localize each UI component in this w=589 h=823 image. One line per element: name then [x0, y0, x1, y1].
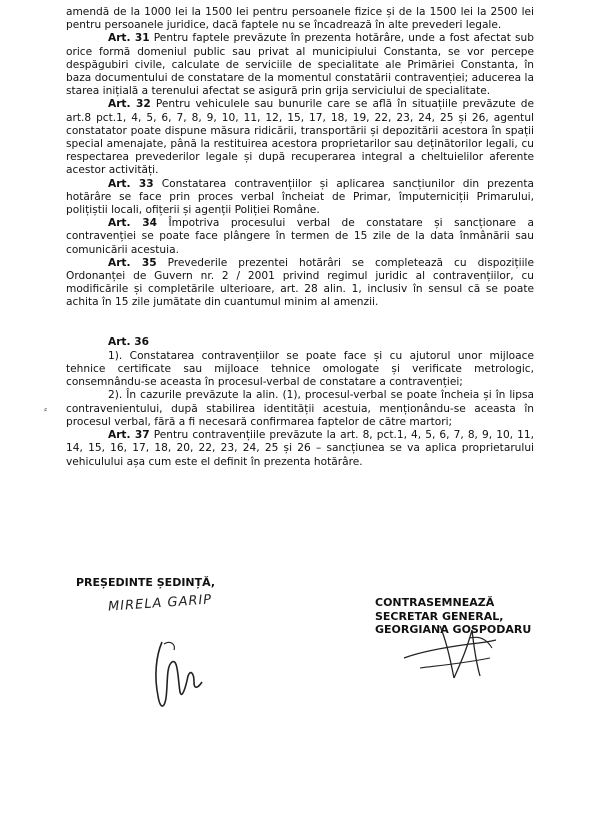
secretary-name: GEORGIANA GOSPODARU — [375, 623, 532, 636]
article-34 — [66, 217, 534, 257]
article-text: Pentru faptele prevăzute în prezenta hotărâre, unde a fost afectat sub orice formă domeniul public sau privat al municipiului Constanta, se vor percepe despăgubiri civile, calculate de serviciile de specialitate ale Primăriei Constanta, în baza documentului de constatare de la momentul constatării contravenției; aducerea la starea inițială a terenului afectat se asigură prin grija serviciului de specialitate. — [66, 32, 534, 98]
article-label: Art. 35 — [108, 256, 157, 269]
article-36-item-2: 2). În cazurile prevăzute la alin. (1), procesul-verbal se poate încheia și în lipsa contravenientului, după stabilirea identității acestuia, menționându-se aceasta în procesul verbal, fără a fi necesară confirmarea faptelor de către martori; — [66, 389, 534, 428]
secretary-title: SECRETAR GENERAL, — [375, 609, 504, 623]
margin-mark: ⸗ — [44, 405, 47, 415]
president-title: PREȘEDINTE ȘEDINȚĂ, — [76, 576, 216, 589]
article-label: Art. 33 — [108, 177, 154, 190]
article-label: Art. 32 — [108, 98, 151, 111]
article-36-item-1: 1). Constatarea contravențiilor se poate face și cu ajutorul unor mijloace tehnice certificate sau mijloace tehnice omologate și verificate metrologic, consemnându-se aceasta în procesul-verbal de constatare a contravenției; — [66, 349, 534, 389]
article-label: Art. 34 — [108, 217, 158, 230]
article-31 — [66, 32, 534, 98]
handwritten-name: MIRELA GARIP — [107, 592, 213, 615]
article-text: Pentru vehiculele sau bunurile care se află în situațiile prevăzute de art.8 pct.1, 4, 5, 6, 7, 8, 9, 10, 11, 12, 15, 17, 18, 19, 22, 23, 24, 25 și 26, agentul constatator poate dispune măsura ridicării, transportării și depozitării acestora în spații special amenajate, până la restituirea acestora proprietarilor sau deținătorilor legali, cu respectarea prevederilor legale și după recuperarea integral a cheltuielilor aferente acestor activități. — [66, 98, 535, 177]
article-label: Art. 37 — [108, 429, 150, 442]
article-text: Împotriva procesului verbal de constatare și sancționare a contravenției se poate face plângere în termen de 15 zile de la data înmânării sau comunicării acestuia. — [66, 217, 534, 256]
article-37 — [66, 429, 534, 469]
article-33 — [66, 178, 534, 218]
article-text: Constatarea contravențiilor și aplicarea sancțiunilor din prezenta hotărâre se face prin proces verbal încheiat de Primar, împuterniciții Primarului, polițiștii locali, ofițerii și agenții Poliției Române. — [66, 177, 534, 217]
article-label: Art. 31 — [108, 32, 150, 45]
paragraph-continuation — [66, 6, 534, 32]
document-body — [66, 6, 534, 469]
article-32 — [66, 98, 534, 177]
president-signature-block — [76, 576, 276, 589]
countersign-title: CONTRASEMNEAZĂ — [375, 596, 495, 609]
president-signature-icon — [150, 636, 220, 716]
secretary-signature-icon — [400, 618, 510, 688]
paragraph-text: amendă de la 1000 lei la 1500 lei pentru persoanele fizice și de la 1500 lei la 2500 lei pentru persoanele juridice, dacă faptele nu se încadrează în alte prevederi legale. — [66, 6, 534, 32]
article-36-heading: Art. 36 — [108, 335, 149, 348]
article-text: Pentru contravențiile prevăzute la art. 8, pct.1, 4, 5, 6, 7, 8, 9, 10, 11, 14, 15, 16, 17, 18, 20, 22, 23, 24, 25 și 26 – sancțiunea se va aplica proprietarului vehiculului așa cum este el definit în prezenta hotărâre. — [66, 429, 534, 468]
article-35 — [66, 257, 534, 310]
article-text: Prevederile prezentei hotărâri se completează cu dispozițiile Ordonanței de Guvern nr. 2 / 2001 privind regimul juridic al contravențiilor, cu modificările și completările ulterioare, art. 28 alin. 1, inclusiv în sensul că se poate achita în 15 zile jumătate din cuantumul minim al amenzii. — [66, 256, 534, 309]
